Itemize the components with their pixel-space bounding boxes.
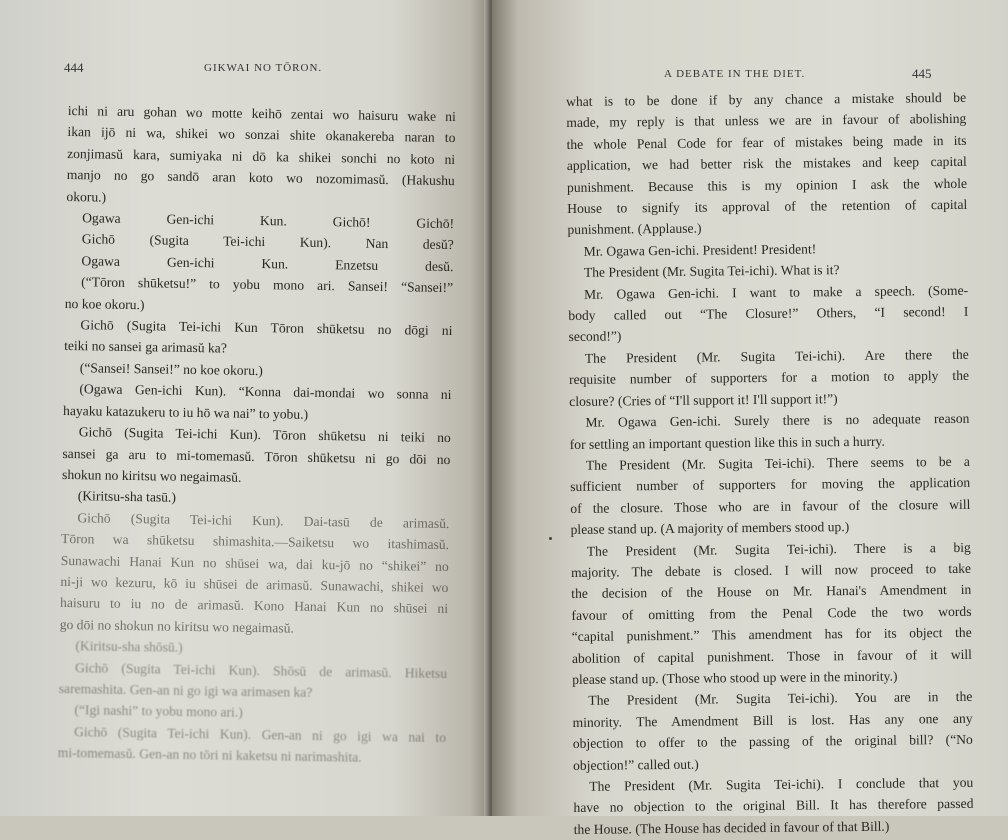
text-line: ikan ijō ni wa, shikei wo sonzai shite okanakereba naran to <box>67 124 456 146</box>
text-line: ni-ji wo kezuru, kō iu shūsei de arimasŭ. Sunawachi, shikei wo <box>60 573 449 595</box>
text-line: the whole Penal Code for fear of mistakes being made in its <box>566 132 967 152</box>
text-line: Mr. Ogawa Gen-ichi. Surely there is no adequate reason <box>585 410 970 430</box>
text-line: The President (Mr. Sugita Tei-ichi). You are in the <box>588 689 973 709</box>
text-line: Gichō (Sugita Tei-ichi Kun). Nan desŭ? <box>81 231 454 253</box>
text-line: objection to offer to the passing of the original bill? (“No <box>572 731 973 752</box>
text-line: shokun no kiritsu wo negaimasŭ. <box>62 466 242 485</box>
text-line: Gichō (Sugita Tei-ichi Kun). Tōron shūketsu ni teiki no <box>78 424 451 446</box>
text-line: (“Sansei! Sansei!” no koe okoru.) <box>79 360 263 378</box>
text-line: (Kiritsu-sha shōsū.) <box>75 638 183 656</box>
text-line: House to signify its approval of the retention of capital <box>567 196 968 217</box>
text-line: Mr. Ogawa Gen-ichi. President! President! <box>583 241 817 259</box>
text-line: made, my reply is that unless we are in favour of abolishing <box>566 111 967 131</box>
text-line: punishment. Because this is my opinion I ask the whole <box>566 175 968 195</box>
text-line: Ogawa Gen-ichi Kun. Enzetsu desŭ. <box>81 253 454 274</box>
text-line: closure? (Cries of “I'll support it! I'll support it!”) <box>569 390 838 409</box>
text-line: objection!” called out.) <box>572 756 699 773</box>
text-line: the House. (The House has decided in favour of that Bill.) <box>573 818 890 837</box>
text-line: Ogawa Gen-ichi Kun. Gichō! Gichō! <box>82 210 455 232</box>
text-line: minority. The Amendment Bill is lost. Has any one any <box>572 710 973 730</box>
left-page-number: 444 <box>64 60 84 75</box>
text-line: no koe okoru.) <box>64 295 145 312</box>
text-line: The President (Mr. Sugita Tei-ichi). What is it? <box>583 262 840 281</box>
left-page <box>0 0 490 816</box>
text-line: application, we had better risk the mistakes and keep capital <box>566 154 967 174</box>
text-line: teiki no sansei ga arimasŭ ka? <box>64 338 227 356</box>
text-line: for settling an important question like this in such a hurry. <box>569 433 885 452</box>
text-line: The President (Mr. Sugita Tei-ichi). I conclude that you <box>589 774 974 794</box>
text-line: please stand up. (A majority of members stood up.) <box>570 519 850 538</box>
text-line: zonjimasŭ kara, sumiyaka ni dō ka shikei sonchi no koto ni <box>67 145 456 167</box>
text-line: saremashita. Gen-an ni go igi wa arimasen ka? <box>58 680 313 700</box>
left-running-head: GIKWAI NO TŌRON. <box>204 62 323 74</box>
text-line: (“Igi nashi” to yobu mono ari.) <box>74 702 243 721</box>
left-page-text <box>58 100 456 770</box>
text-line: please stand up. (Those who stood up were in the minority.) <box>572 668 898 687</box>
text-line: Gichō (Sugita Tei-ichi Kun). Dai-tasū de arimasŭ. <box>77 509 450 531</box>
right-page <box>492 0 1008 837</box>
text-line: go dōi no shokun no kiritsu wo negaimasŭ. <box>59 616 294 636</box>
text-line: body called out “The Closure!” Others, “I second! I <box>568 303 969 324</box>
text-line: okoru.) <box>66 188 107 205</box>
right-page-number: 445 <box>912 66 932 81</box>
text-line: Sunawachi Hanai Kun no shūsei wa, dai ku-jō no “shikei” no <box>60 552 449 574</box>
text-line: majority. The debate is closed. I will now proceed to take <box>570 560 972 580</box>
text-line: Gichō (Sugita Tei-ichi Kun Tōron shūketsu no dōgi ni <box>80 317 453 339</box>
text-line: manjo no go sandō aran koto wo nozomimasŭ. (Hakushu <box>66 167 455 189</box>
ink-dot <box>549 537 552 540</box>
text-line: hayaku katazukeru to iu hō wa nai” to yobu.) <box>63 402 309 422</box>
text-line: abolition of capital punishment. Those in favour of it will <box>571 646 972 666</box>
text-line: second!”) <box>568 328 622 345</box>
text-line: what is to be done if by any chance a mistake should be <box>566 89 967 109</box>
text-line: “capital punishment.” This amendment has for its object the <box>571 624 972 645</box>
text-line: The President (Mr. Sugita Tei-ichi). There is a big <box>586 539 971 559</box>
text-line: The President (Mr. Sugita Tei-ichi). There seems to be a <box>585 453 970 473</box>
text-line: Tōron wa shūketsu shimashita.—Saiketsu wo itashimasŭ. <box>60 531 450 553</box>
text-line: ichi ni aru gohan wo motte keihō zentai wo haisuru wake ni <box>67 102 456 125</box>
text-line: mi-tomemasŭ. Gen-an no tōri ni kaketsu ni narimashita. <box>57 745 362 765</box>
right-page-text <box>566 87 974 840</box>
text-line: (Ogawa Gen-ichi Kun). “Konna dai-mondai wo sonna ni <box>79 381 452 403</box>
right-running-head: A DEBATE IN THE DIET. <box>664 68 806 80</box>
text-line: requisite number of supporters for a motion to apply the <box>568 368 970 388</box>
text-line: the decision of the House on Mr. Hanai's Amendment in <box>571 582 972 602</box>
text-line: Gichō (Sugita Tei-ichi Kun). Shōsū de arimasŭ. Hiketsu <box>74 659 448 681</box>
text-line: Mr. Ogawa Gen-ichi. I want to make a speech. (Some- <box>584 282 969 302</box>
text-line: The President (Mr. Sugita Tei-ichi). Are there the <box>584 346 969 366</box>
text-line: of the closure. Those who are in favour of the closure will <box>570 496 971 516</box>
text-line: haisuru to iu no de arimasŭ. Kono Hanai Kun no shūsei ni <box>59 595 449 617</box>
text-line: sufficient number of supporters for moving the application <box>570 475 971 495</box>
text-line: (Kiritsu-sha tasū.) <box>77 488 177 506</box>
text-line: sansei ga aru to mi-tomemasŭ. Tōron shūketsu ni go dōi no <box>62 445 451 467</box>
text-line: have no objection to the original Bill. It has therefore passed <box>573 796 974 816</box>
text-line: Gichō (Sugita Tei-ichi Kun). Gen-an ni go igi wa nai to <box>73 723 447 745</box>
text-line: (“Tōron shūketsu!” to yobu mono ari. Sansei! “Sansei!” <box>81 274 454 296</box>
text-line: punishment. (Applause.) <box>567 221 702 238</box>
text-line: favour of omitting from the Penal Code the two words <box>571 603 972 623</box>
